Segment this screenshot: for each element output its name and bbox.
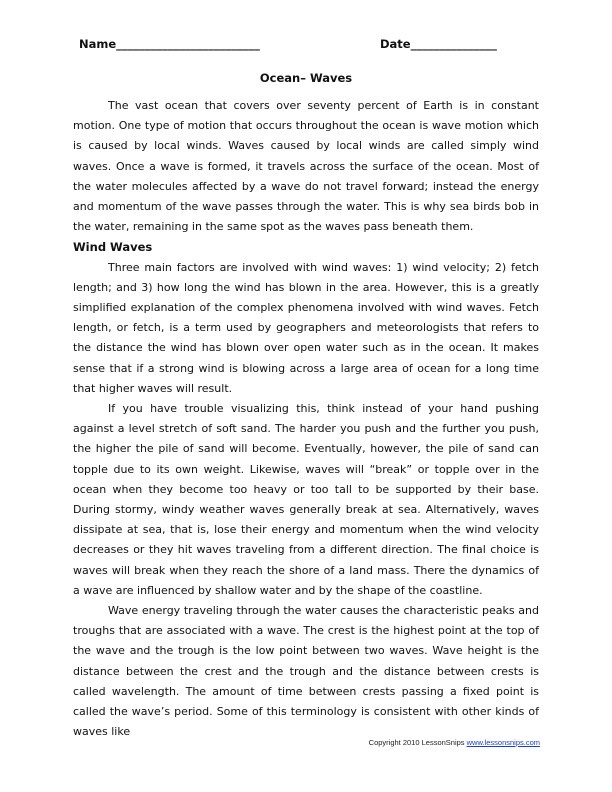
website-link[interactable]: www.lessonsnips.com — [466, 738, 540, 747]
paragraph: Wave energy traveling through the water causes the characteristic peaks and troughs that are associated with a wave. The crest is the highest point at the top of the wave and the trough is the low point between two waves. Wave height is the distance between the crest and the trough and the distance between crests is called wavelength. The amount of time between crests passing a fixed point is called the wave’s period. Some of this terminology is consistent with other kinds of waves like — [73, 604, 539, 739]
paragraph: The vast ocean that covers over seventy percent of Earth is in constant motion. One type of motion that occurs throughout the ocean is wave motion which is caused by local winds. Waves caused by local winds are called simply wind waves. Once a wave is formed, it travels across the surface of the ocean. Most of the water molecules affected by a wave do not travel forward; instead the energy and momentum of the wave passes through the water. This is why sea birds bob in the water, remaining in the same spot as the waves pass beneath them. — [73, 99, 539, 234]
page-title: Ocean– Waves — [259, 71, 353, 85]
footer — [369, 738, 540, 747]
paragraph: If you have trouble visualizing this, think instead of your hand pushing against a level stretch of soft sand. The harder you push and the further you push, the higher the pile of sand will become. Eventually, however, the pile of sand can topple due to its own weight. Likewise, waves will “break” or topple over in the ocean when they become too heavy or too tall to be supported by their base. During stormy, windy weather waves generally break at sea. Alternatively, waves dissipate at sea, that is, lose their energy and momentum when the wind velocity decreases or they hit waves traveling from a different direction. The final choice is waves will break when they reach the shore of a land mass. There the dynamics of a wave are influenced by shallow water and by the shape of the coastline. — [73, 402, 539, 597]
name-line: Name_________________________ — [79, 37, 260, 51]
paragraph: Three main factors are involved with wind waves: 1) wind velocity; 2) fetch length; and 3) how long the wind has blown in the area. However, this is a greatly simplified explanation of the complex phenomena involved with wind waves. Fetch length, or fetch, is a term used by geographers and meteorologists that refers to the distance the wind has blown over open water such as in the ocean. It makes sense that if a strong wind is blowing across a large area of ocean for a long time that higher waves will result. — [73, 260, 539, 395]
section-heading: Wind Waves — [73, 240, 153, 255]
copyright-text: Copyright 2010 LessonSnips — [368, 738, 467, 747]
article-body — [73, 96, 539, 743]
date-line: Date_______________ — [380, 37, 497, 51]
worksheet-header — [0, 37, 612, 53]
